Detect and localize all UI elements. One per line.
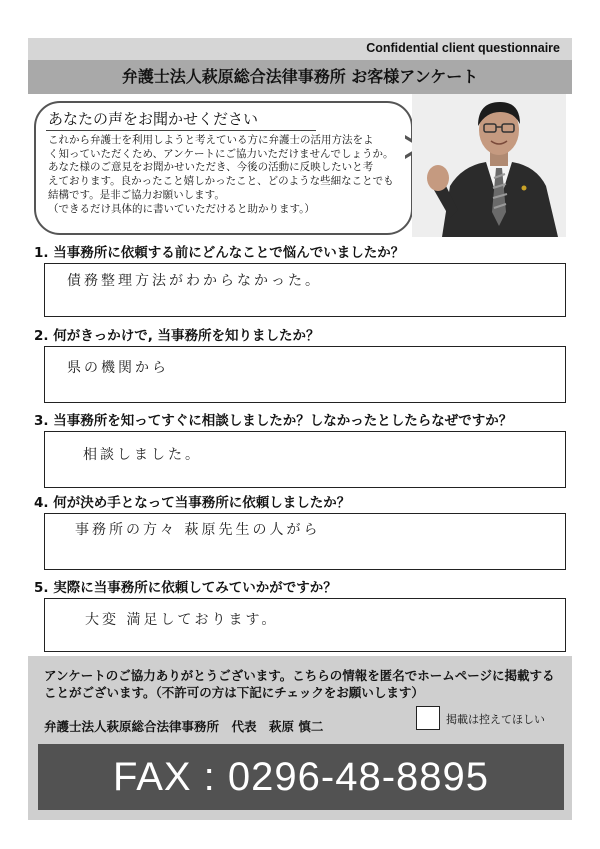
intro-line: えております。良かったこと嬉しかったこと、どのような些細なことでも [48,175,394,188]
intro-text [48,134,406,216]
footer-notice-line: ことがございます。（不許可の方は下記にチェックをお願いします） [44,685,424,700]
intro-heading: あなたの声をお聞かせください [48,110,259,128]
answer-3-handwriting: 相談しました。 [83,447,202,463]
answer-5-box [44,598,566,652]
answer-5-handwriting: 大変 満足しております。 [85,612,279,628]
question-3-label: 3. 当事務所を知ってすぐに相談しましたか？しなかったとしたらなぜですか？ [34,413,513,429]
question-1-label: 1. 当事務所に依頼する前にどんなことで悩んでいましたか？ [34,245,405,261]
answer-1-handwriting: 債務整理方法がわからなかった。 [67,273,322,289]
intro-line: く知っていただくため、アンケートにご協力いただけませんでしょうか。 [48,147,394,160]
lawyer-portrait-illustration [412,94,566,237]
answer-4-box [44,513,566,570]
question-4-label: 4. 何が決め手となって当事務所に依頼しましたか？ [34,495,351,511]
page-title: 弁護士法人萩原総合法律事務所 お客様アンケート [28,60,572,94]
intro-line: 結構です。是非ご協力お願いします。 [48,188,225,201]
answer-4-handwriting: 事務所の方々 萩原先生の人がら [75,522,321,538]
question-2-label: 2. 何がきっかけで, 当事務所を知りましたか？ [34,328,320,344]
english-title: Confidential client questionnaire [366,41,560,55]
no-publish-checkbox-label: 掲載は控えてほしい [446,713,545,726]
answer-3-box [44,431,566,488]
answer-2-handwriting: 県の機関から [67,360,169,376]
lawyer-photo [412,94,566,237]
intro-line: あなた様のご意見をお聞かせいただき、今後の活動に反映したいと考 [48,161,374,174]
representative-name: 弁護士法人萩原総合法律事務所 代表 萩原 慎二 [44,719,324,734]
answer-2-box [44,346,566,403]
intro-line: これから弁護士を利用しようと考えている方に弁護士の活用方法をよ [48,134,374,146]
answer-1-box [44,263,566,317]
no-publish-checkbox[interactable] [416,706,440,730]
fax-number: FAX : 0296-48-8895 [112,755,490,799]
footer-notice [44,667,564,701]
intro-line: （できるだけ具体的に書いていただけると助かります。） [48,202,315,215]
question-5-label: 5. 実際に当事務所に依頼してみていかがですか？ [34,580,337,596]
footer-notice-line: アンケートのご協力ありがとうございます。こちらの情報を匿名でホームページに掲載する [44,668,555,683]
header-bar-top [28,38,572,60]
intro-heading-underline [46,130,316,131]
